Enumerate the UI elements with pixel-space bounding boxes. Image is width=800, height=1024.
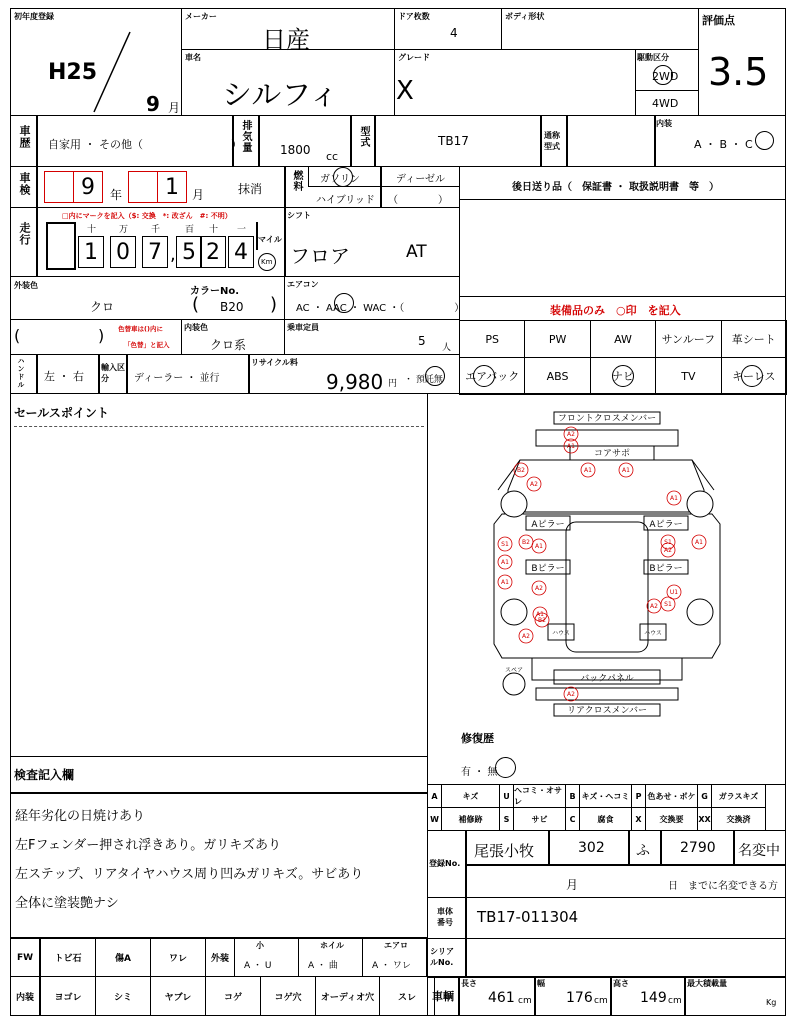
drive-4wd: 4WD xyxy=(652,97,679,110)
divider xyxy=(284,166,286,208)
interior-damage-item: ヤブレ xyxy=(150,976,206,1016)
damage-mark: B2 xyxy=(517,467,525,474)
divider xyxy=(628,830,630,864)
legend-code: B xyxy=(565,784,580,808)
equipment-item: サンルーフ xyxy=(655,320,721,358)
core-support-label: コアサポ xyxy=(593,449,631,459)
damage-mark: A2 xyxy=(664,547,672,554)
legend-meaning: キズ xyxy=(441,784,500,808)
score-value: 3.5 xyxy=(708,50,769,94)
paren-open: ( xyxy=(192,294,200,315)
legend-code: P xyxy=(631,784,646,808)
divider xyxy=(36,354,38,394)
note-line: 全体に塗装艶ナシ xyxy=(15,896,119,911)
equipment-item: TV xyxy=(655,357,721,395)
import-label: 輸入区分 xyxy=(101,363,125,383)
divider xyxy=(534,976,536,1016)
divider xyxy=(380,166,382,208)
legend-meaning: キズ・ヘコミ xyxy=(579,784,632,808)
a-pillar-right-label: Aピラー xyxy=(649,520,683,530)
common-model-label: 通称型式 xyxy=(544,131,560,151)
equipment-item: エアバック xyxy=(459,357,525,395)
house-right-label: ハウス xyxy=(644,630,662,637)
drive-2wd-circle xyxy=(653,65,673,85)
mileage-label: 走行 xyxy=(18,222,31,246)
divider xyxy=(684,976,686,1016)
dims-label: 車輌 xyxy=(432,990,454,1003)
spare-label: スペア xyxy=(504,667,524,674)
fuel-gasoline: ガソリン xyxy=(320,174,360,185)
damage-mark: A2 xyxy=(567,691,575,698)
fuel-hybrid: ハイブリッド xyxy=(316,195,375,206)
house-left-label: ハウス xyxy=(552,630,570,637)
length-value: 461 xyxy=(488,990,515,1006)
equipment-item: PS xyxy=(459,320,525,358)
exterior-color-box xyxy=(10,276,285,320)
exterior-group-values: A ・ U xyxy=(244,961,272,971)
legend-code: C xyxy=(565,807,580,831)
maker-label: メーカー xyxy=(185,12,217,21)
height-unit: cm xyxy=(668,996,682,1006)
handle-label: ハンドル xyxy=(17,357,25,389)
width-label: 幅 xyxy=(537,979,545,988)
digit-blank xyxy=(46,222,76,270)
paren-open: ( xyxy=(14,326,21,345)
displacement-label: 排気量 xyxy=(240,120,251,153)
damage-mark: A2 xyxy=(535,585,543,592)
interior-damage-item: シミ xyxy=(95,976,151,1016)
inspection-year: 9 xyxy=(73,171,103,203)
legend-meaning: 交換済 xyxy=(711,807,766,831)
interior-damage-item: コゲ穴 xyxy=(260,976,316,1016)
doors-label: ドア枚数 xyxy=(398,12,430,21)
mile-label: マイル xyxy=(258,235,282,244)
body-shape-label: ボディ形状 xyxy=(505,12,545,21)
year-unit: 年 xyxy=(110,188,123,202)
divider xyxy=(10,792,428,794)
fuel-other: （ ） xyxy=(388,195,448,206)
length-label: 長さ xyxy=(461,979,477,988)
odometer-digit: 0 xyxy=(110,236,136,268)
interior-grade-circle xyxy=(755,131,774,150)
divider xyxy=(98,354,100,394)
handle-value: 左 ・ 右 xyxy=(44,370,84,383)
fuel-diesel: ディーゼル xyxy=(396,174,445,185)
divider xyxy=(36,115,38,167)
inspection-notes-list xyxy=(15,802,363,918)
color-no-value: B20 xyxy=(220,300,244,314)
divider xyxy=(465,897,467,939)
inspection-month: 1 xyxy=(157,171,187,203)
damage-mark: A1 xyxy=(535,543,543,550)
equipment-item: 革シート xyxy=(721,320,787,358)
equipment-title: 装備品のみ ○印 を記入 xyxy=(550,304,681,317)
divider xyxy=(232,115,234,167)
damage-mark: S1 xyxy=(501,541,509,548)
legend-meaning: 交換要 xyxy=(645,807,698,831)
exterior-color-label: 外装色 xyxy=(14,281,38,290)
divider xyxy=(374,115,376,167)
legend-code: G xyxy=(697,784,712,808)
equipment-item: AW xyxy=(590,320,656,358)
exterior-group-values: A ・ ワレ xyxy=(372,961,411,971)
load-label: 最大積載量 xyxy=(687,979,727,988)
damage-mark: A2 xyxy=(530,481,538,488)
color-no-label: カラーNo. xyxy=(190,286,240,297)
equipment-circle-keyless xyxy=(741,365,763,387)
registration-class: 302 xyxy=(578,840,605,856)
sales-point-rule xyxy=(14,426,424,427)
odometer-comma: , xyxy=(170,244,176,265)
interior-damage-item: コゲ xyxy=(205,976,261,1016)
front-bumper-shape xyxy=(536,430,678,446)
inspection-month-blank xyxy=(128,171,158,203)
damage-mark: A1 xyxy=(584,467,592,474)
month-unit: 月 xyxy=(192,188,205,202)
color-note-2: 「色替」と記入 xyxy=(124,341,170,349)
back-panel-label: バックパネル xyxy=(580,674,634,684)
damage-mark: U1 xyxy=(669,589,679,596)
chassis-label: 車体番号 xyxy=(437,907,453,927)
first-reg-year: H25 xyxy=(48,60,98,85)
damage-mark: A2 xyxy=(522,633,530,640)
legend-code: U xyxy=(499,784,514,808)
rear-cross-label: リアクロスメンバー xyxy=(566,706,648,716)
divider xyxy=(540,115,542,167)
later-items-label: 後日送り品（ 保証書 ・ 取扱説明書 等 ） xyxy=(512,182,719,193)
car-name-value: シルフィ xyxy=(222,78,339,113)
damage-mark: B2 xyxy=(522,539,530,546)
legend-code: W xyxy=(427,807,442,831)
divider xyxy=(465,864,786,866)
fuel-label: 燃料 xyxy=(291,170,302,192)
capacity-unit: 人 xyxy=(442,343,452,353)
registration-day-text: 日 までに名変できる方 xyxy=(668,881,778,892)
registration-kana: ふ xyxy=(636,843,650,859)
legend-code: S xyxy=(499,807,514,831)
equipment-item: PW xyxy=(524,320,590,358)
legend-meaning: 腐食 xyxy=(579,807,632,831)
maker-value: 日産 xyxy=(262,26,310,54)
km-label: Km xyxy=(261,258,273,266)
divider xyxy=(660,830,662,864)
equipment-circle-airbag xyxy=(473,365,495,387)
equipment-item: ABS xyxy=(524,357,590,395)
equipment-item: キーレス xyxy=(721,357,787,395)
recycle-status: ・ 預託無 xyxy=(404,375,443,385)
recycle-fee: 9,980 xyxy=(326,370,384,394)
equipment-item: ナビ xyxy=(590,357,656,395)
divider xyxy=(458,976,460,1016)
odometer-unit-label: 千 xyxy=(151,225,161,235)
interior-damage-item: オーディオ穴 xyxy=(315,976,380,1016)
divider xyxy=(733,830,735,864)
registration-label: 登録No. xyxy=(429,859,461,868)
odometer-digit: 5 xyxy=(176,236,202,268)
legend-meaning: サビ xyxy=(513,807,566,831)
odometer-digit: 4 xyxy=(228,236,254,268)
paren-close: ) xyxy=(98,326,105,345)
fw-item: トビ石 xyxy=(40,938,96,977)
exterior-label: 外装 xyxy=(205,938,235,977)
car-damage-diagram xyxy=(428,394,785,724)
repair-circle xyxy=(495,757,516,778)
front-cross-label: フロントクロスメンバー xyxy=(557,414,657,424)
interior-damage-item: ヨゴレ xyxy=(40,976,96,1016)
serial-label: シリアルNo. xyxy=(430,947,454,967)
a-pillar-left-label: Aピラー xyxy=(531,520,565,530)
sales-point-label: セールスポイント xyxy=(14,406,109,420)
interior-damage-item: スレ xyxy=(379,976,435,1016)
divider xyxy=(284,207,286,277)
legend-code: A xyxy=(427,784,442,808)
registration-number: 2790 xyxy=(680,840,716,856)
legend-code: XX xyxy=(697,807,712,831)
color-note-1: 色替車は()内に xyxy=(118,325,163,333)
fuel-gasoline-circle xyxy=(333,167,353,187)
divider xyxy=(126,354,128,394)
registration-change: 名変中 xyxy=(738,843,780,859)
history-use: 自家用 ・ その他（ ） xyxy=(48,138,242,151)
exterior-group-values: A ・ 曲 xyxy=(308,961,338,971)
history-label: 車歴 xyxy=(18,125,31,149)
displacement-unit: cc xyxy=(326,150,339,163)
slash-mark xyxy=(88,30,138,116)
cancelled: 抹消 xyxy=(238,182,263,196)
divider xyxy=(566,115,568,167)
damage-mark: A1 xyxy=(695,539,703,546)
damage-mark: A1 xyxy=(501,559,509,566)
odometer-digit: 2 xyxy=(200,236,226,268)
damage-mark: A1 xyxy=(670,495,678,502)
divider xyxy=(465,938,467,976)
damage-mark: A1 xyxy=(501,579,509,586)
rear-bumper-shape xyxy=(536,688,678,700)
fw-item: 傷A xyxy=(95,938,151,977)
cabin-shape xyxy=(566,522,648,652)
divider xyxy=(350,115,352,167)
registration-month-unit: 月 xyxy=(566,878,579,892)
odometer-unit-label: 十 xyxy=(87,225,97,235)
legend-meaning: ガラスキズ xyxy=(711,784,766,808)
interior-label: 内装 xyxy=(656,119,672,128)
damage-mark: B2 xyxy=(538,617,546,624)
damage-mark: A2 xyxy=(567,431,575,438)
width-unit: cm xyxy=(594,996,608,1006)
shift-value: フロア xyxy=(290,244,350,268)
note-line: 経年劣化の日焼けあり xyxy=(15,809,146,824)
interior-color-value: クロ系 xyxy=(210,338,247,352)
b-pillar-right-label: Bピラー xyxy=(649,564,683,574)
divider xyxy=(548,830,550,864)
legend-code: X xyxy=(631,807,646,831)
repair-label: 修復歴 xyxy=(461,732,494,745)
damage-mark: S1 xyxy=(664,539,672,546)
drive-2wd: 2WD xyxy=(652,70,679,83)
odometer-unit-label: 一 xyxy=(237,225,247,235)
odometer-unit-label: 百 xyxy=(185,225,195,235)
grade-box xyxy=(394,49,636,116)
exterior-group-label: エアロ xyxy=(384,941,408,950)
height-value: 149 xyxy=(640,990,667,1006)
damage-mark: A2 xyxy=(650,603,658,610)
recycle-label: リサイクル料 xyxy=(251,358,298,367)
exterior-group-label: 小 xyxy=(256,941,264,950)
model-label: 型式 xyxy=(358,126,369,148)
transmission-value: AT xyxy=(406,242,427,262)
inspection-notes-label: 検査記入欄 xyxy=(14,768,75,782)
odometer-unit-label: 万 xyxy=(119,225,129,235)
first-reg-label: 初年度登録 xyxy=(14,12,54,21)
odometer-digit: 7 xyxy=(142,236,168,268)
length-unit: cm xyxy=(518,996,532,1006)
drive-label: 駆動区分 xyxy=(637,53,669,62)
repair-value: 有 ・ 無 xyxy=(461,767,498,778)
width-value: 176 xyxy=(566,990,593,1006)
divider xyxy=(248,354,250,394)
grade-label: グレード xyxy=(398,53,430,62)
height-label: 高さ xyxy=(613,979,629,988)
interior-color-label: 内装色 xyxy=(184,323,208,332)
shift-label: シフト xyxy=(287,211,311,220)
sales-point-box xyxy=(10,393,428,757)
divider xyxy=(427,976,786,978)
note-line: 左ステップ、リアタイヤハウス周り凹みガリキズ。サビあり xyxy=(15,867,364,882)
damage-mark: A1 xyxy=(567,443,575,450)
inspection-label: 車検 xyxy=(18,172,31,196)
damage-mark: A1 xyxy=(622,467,630,474)
divider xyxy=(610,976,612,1016)
displacement-value: 1800 xyxy=(280,143,311,157)
first-reg-month: 9 xyxy=(146,92,160,116)
odometer-digit: 1 xyxy=(78,236,104,268)
exterior-group-label: ホイル xyxy=(320,941,344,950)
km-circle xyxy=(258,253,276,271)
mileage-note: □内にマークを記入（$: 交換 *: 改ざん #: 不明） xyxy=(62,212,232,220)
paren-close: ) xyxy=(270,294,278,315)
chassis-value: TB17-011304 xyxy=(477,908,579,926)
yen-unit: 円 xyxy=(388,379,398,389)
car-name-label: 車名 xyxy=(185,53,201,62)
interior-grade: A ・ B ・ C xyxy=(694,138,753,151)
recycle-circle xyxy=(425,366,445,386)
inspection-year-blank xyxy=(44,171,74,203)
divider xyxy=(36,207,38,277)
interior-damage-label: 内装 xyxy=(10,976,40,1016)
model-value: TB17 xyxy=(438,134,469,148)
b-pillar-left-label: Bピラー xyxy=(531,564,565,574)
first-reg-month-unit: 月 xyxy=(168,101,181,115)
score-label: 評価点 xyxy=(702,14,735,27)
note-line: 左Fフェンダー押され浮きあり。ガリキズあり xyxy=(15,838,282,853)
legend-meaning: ヘコミ・オサレ xyxy=(513,784,566,808)
legend-meaning: 色あせ・ボケ xyxy=(645,784,698,808)
divider xyxy=(258,115,260,167)
ac-circle xyxy=(334,293,354,313)
damage-mark: S1 xyxy=(664,601,672,608)
grade-value: X xyxy=(396,76,414,106)
exterior-color-value: クロ xyxy=(90,300,115,314)
registration-region: 尾張小牧 xyxy=(474,842,535,860)
import-value: ディーラー ・ 並行 xyxy=(134,373,220,384)
divider xyxy=(36,166,38,208)
odometer-unit-label: 十 xyxy=(209,225,219,235)
capacity-label: 乗車定員 xyxy=(287,323,319,332)
fw-item: ワレ xyxy=(150,938,206,977)
ac-value: AC ・ AAC ・ WAC ・（ ） xyxy=(296,303,465,314)
load-unit: Kg xyxy=(766,998,777,1007)
equipment-circle-navi xyxy=(612,365,634,387)
ac-label: エアコン xyxy=(287,280,319,289)
damage-mark: A1 xyxy=(536,611,544,618)
fw-label: FW xyxy=(10,938,40,977)
capacity-value: 5 xyxy=(418,334,426,348)
doors-value: 4 xyxy=(450,26,458,40)
legend-meaning: 補修跡 xyxy=(441,807,500,831)
